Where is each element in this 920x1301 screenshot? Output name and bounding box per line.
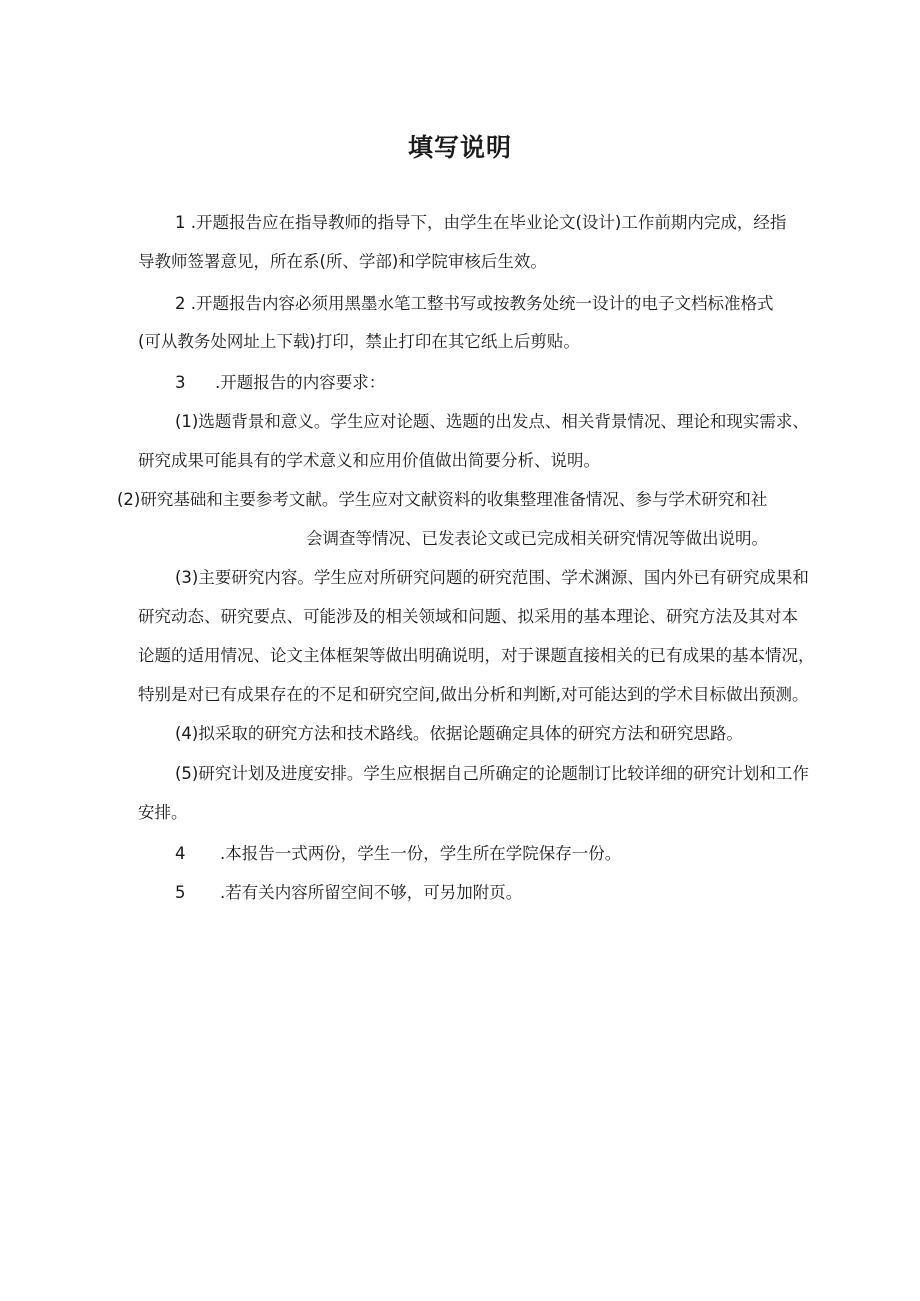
instruction-4 (175, 843, 621, 865)
instruction-5-number: 5 (175, 883, 186, 902)
item-3-line-1: (3)主要研究内容。学生应对所研究问题的研究范围、学术渊源、国内外已有研究成果和 (175, 568, 809, 587)
item-3-line-3: 论题的适用情况、论文主体框架等做出明确说明，对于课题直接相关的已有成果的基本情况， (138, 646, 815, 665)
item-5-line-2: 安排。 (138, 803, 188, 822)
instruction-3-text: .开题报告的内容要求： (215, 373, 386, 392)
item-2-line-2: 会调查等情况、已发表论文或已完成相关研究情况等做出说明。 (306, 529, 768, 548)
item-1-line-1: (1)选题背景和意义。学生应对论题、选题的出发点、相关背景情况、理论和现实需求、 (175, 412, 809, 431)
instruction-4-number: 4 (175, 844, 186, 863)
instruction-1-line-1: 1 .开题报告应在指导教师的指导下，由学生在毕业论文(设计)工作前期内完成，经指 (175, 213, 787, 232)
instruction-2-line-2: (可从教务处网址上下载)打印，禁止打印在其它纸上后剪贴。 (138, 332, 580, 351)
page-title: 填写说明 (407, 133, 512, 162)
item-2-line-1: (2)研究基础和主要参考文献。学生应对文献资料的收集整理准备情况、参与学术研究和社 (117, 490, 768, 509)
instruction-4-text: .本报告一式两份，学生一份，学生所在学院保存一份。 (220, 844, 622, 863)
instruction-3-number: 3 (175, 373, 186, 392)
item-1-line-2: 研究成果可能具有的学术意义和应用价值做出简要分析、说明。 (138, 451, 600, 470)
item-3-line-2: 研究动态、研究要点、可能涉及的相关领域和问题、拟采用的基本理论、研究方法及其对本 (138, 607, 798, 626)
instruction-1-line-2: 导教师签署意见，所在系(所、学部)和学院审核后生效。 (138, 252, 547, 271)
instruction-5 (175, 882, 522, 904)
item-3-line-4: 特别是对已有成果存在的不足和研究空间,做出分析和判断,对可能达到的学术目标做出预测。 (138, 685, 809, 704)
instruction-3 (175, 372, 385, 394)
instruction-2-line-1: 2 .开题报告内容必须用黑墨水笔工整书写或按教务处统一设计的电子文档标准格式 (175, 294, 774, 313)
item-4: (4)拟采取的研究方法和技术路线。依据论题确定具体的研究方法和研究思路。 (175, 724, 743, 743)
instruction-5-text: .若有关内容所留空间不够，可另加附页。 (220, 883, 523, 902)
item-5-line-1: (5)研究计划及进度安排。学生应根据自己所确定的论题制订比较详细的研究计划和工作 (175, 764, 809, 783)
